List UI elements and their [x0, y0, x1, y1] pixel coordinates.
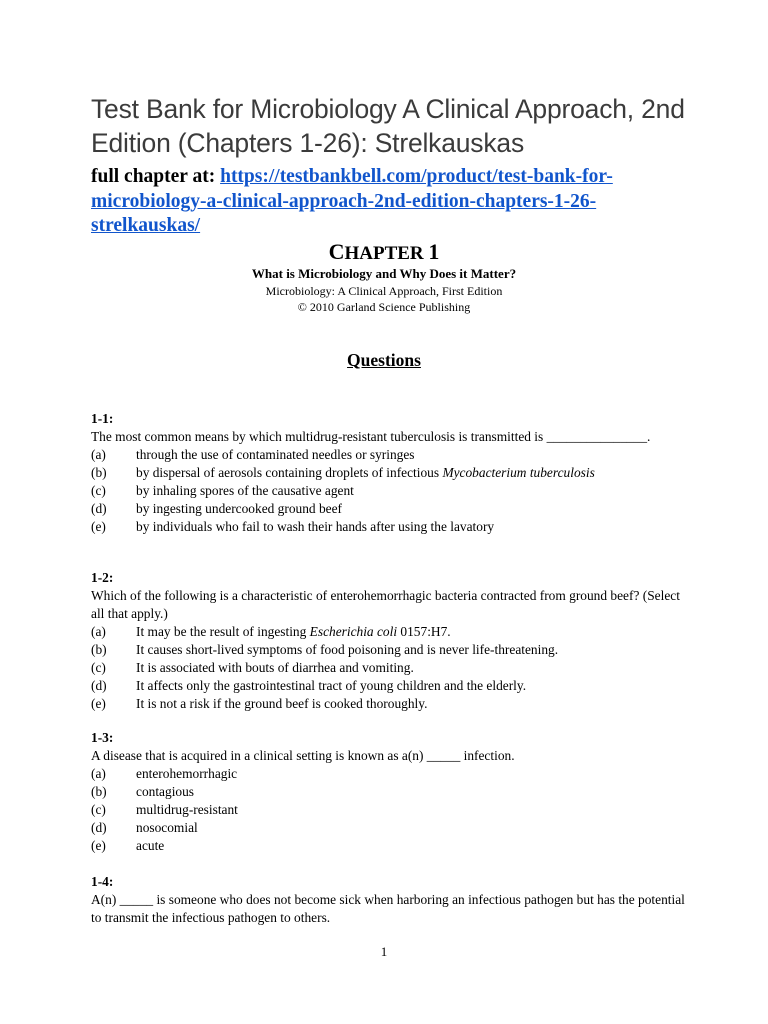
question-number: 1-4: [91, 874, 114, 889]
source-label: full chapter at: [91, 166, 216, 187]
answer-option: (a) through the use of contaminated needles or syringes [91, 447, 415, 462]
question-1-2 [91, 569, 691, 713]
question-text: A(n) _____ is someone who does not become sick when harboring an infectious pathogen but has the potential to transmit the infectious pathogen to others. [91, 892, 685, 925]
question-text: A disease that is acquired in a clinical setting is known as a(n) _____ infection. [91, 748, 515, 763]
answer-option: (b) by dispersal of aerosols containing droplets of infectious Mycobacterium tuberculosis [91, 465, 595, 480]
question-number: 1-2: [91, 570, 114, 585]
question-1-1 [91, 410, 691, 536]
answer-option: (a) It may be the result of ingesting Escherichia coli 0157:H7. [91, 624, 451, 639]
question-1-4 [91, 873, 691, 927]
answer-option: (e) by individuals who fail to wash their hands after using the lavatory [91, 519, 495, 534]
answer-option: (c) It is associated with bouts of diarrhea and vomiting. [91, 660, 414, 675]
copyright-line: © 2010 Garland Science Publishing [297, 300, 471, 314]
answer-option: (c) by inhaling spores of the causative agent [91, 483, 354, 498]
answer-option: (d) by ingesting undercooked ground beef [91, 501, 343, 516]
chapter-word: HAPTER [344, 243, 424, 264]
question-text: Which of the following is a characteristic of enterohemorrhagic bacteria contracted from ground beef? (Select all that apply.) [91, 588, 680, 621]
book-title: Microbiology: A Clinical Approach, First Edition [265, 284, 503, 298]
answer-option: (b) contagious [91, 784, 195, 799]
source-link[interactable]: https://testbankbell.com/product/test-bank-for-microbiology-a-clinical-approach-2nd-edition-chapters-1-26-strelkauskas/ [91, 166, 613, 236]
page-number: 1 [380, 944, 388, 959]
question-text: The most common means by which multidrug-resistant tuberculosis is transmitted is _______________. [91, 429, 651, 444]
question-number: 1-3: [91, 730, 114, 745]
document-title: Test Bank for Microbiology A Clinical Approach, 2nd Edition (Chapters 1-26): Strelkauskas [91, 94, 685, 158]
answer-option: (d) It affects only the gastrointestinal tract of young children and the elderly. [91, 678, 527, 693]
answer-option: (a) enterohemorrhagic [91, 766, 238, 781]
answer-option: (c) multidrug-resistant [91, 802, 238, 817]
question-number: 1-1: [91, 411, 114, 426]
source-line [91, 165, 691, 239]
chapter-number: 1 [428, 239, 440, 264]
question-1-3 [91, 729, 691, 855]
chapter-subtitle: What is Microbiology and Why Does it Matter? [251, 266, 517, 281]
answer-option: (b) It causes short-lived symptoms of food poisoning and is never life-threatening. [91, 642, 559, 657]
chapter-heading [0, 240, 768, 266]
chapter-cap-letter: C [328, 239, 345, 264]
answer-option: (e) It is not a risk if the ground beef is cooked thoroughly. [91, 696, 428, 711]
answer-option: (d) nosocomial [91, 820, 198, 835]
section-title: Questions [347, 350, 421, 370]
answer-option: (e) acute [91, 838, 165, 853]
